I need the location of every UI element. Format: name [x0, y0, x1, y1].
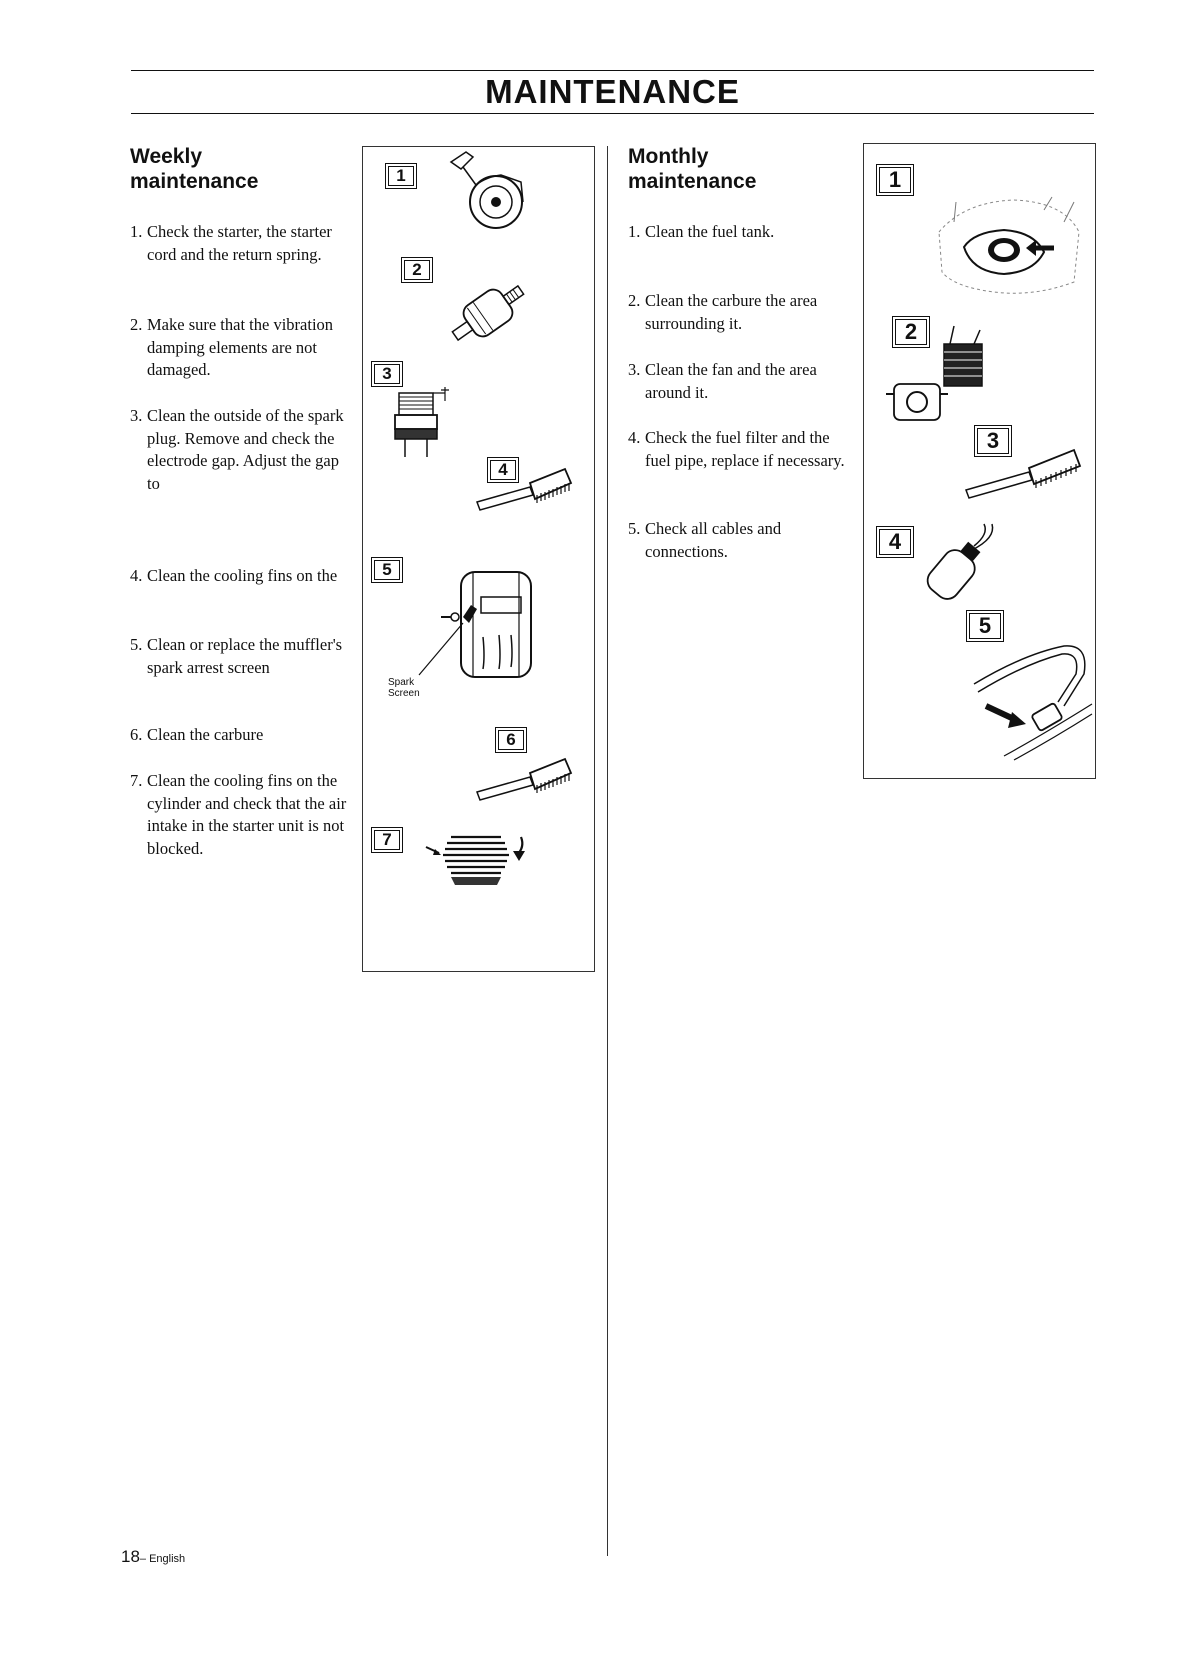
- monthly-title-line2: maintenance: [628, 170, 757, 193]
- step-number: 7.: [130, 771, 143, 790]
- step-text: Clean the outside of the spark plug. Remove and check the electrode gap. Adjust the gap to: [147, 406, 344, 493]
- weekly-step-1: [130, 221, 348, 266]
- recoil-starter-icon: [431, 147, 531, 237]
- caption-line2: Screen: [388, 688, 420, 699]
- monthly-step-3: [628, 359, 856, 404]
- page-number: 18: [121, 1547, 140, 1566]
- step-number: 2.: [130, 315, 143, 334]
- fan-brush-icon: [964, 430, 1094, 510]
- step-text: Clean the cooling fins on the: [147, 566, 338, 585]
- figure-badge-1: 1: [876, 164, 914, 196]
- spark-screen-caption: [388, 677, 420, 699]
- figure-badge-2: 2: [401, 257, 433, 283]
- step-text: Clean the carbure: [147, 725, 264, 744]
- figure-badge-4: 4: [487, 457, 519, 483]
- monthly-step-1: [628, 221, 856, 244]
- fuel-pickup-icon: [904, 524, 1004, 614]
- monthly-step-2: [628, 290, 856, 335]
- step-text: Check the starter, the starter cord and the return spring.: [147, 222, 332, 264]
- figure-badge-5: 5: [371, 557, 403, 583]
- weekly-title-line2: maintenance: [130, 170, 259, 193]
- carburetor-icon: [884, 324, 1004, 434]
- step-number: 1.: [130, 222, 143, 241]
- figure-badge-7: 7: [371, 827, 403, 853]
- monthly-figure-panel: [863, 143, 1096, 779]
- step-text: Clean or replace the muffler's spark arrest screen: [147, 635, 343, 677]
- weekly-step-6: [130, 724, 348, 747]
- monthly-step-5: [628, 518, 856, 563]
- weekly-step-5: [130, 634, 348, 679]
- weekly-step-4: [130, 565, 348, 588]
- weekly-figure-panel: [362, 146, 595, 972]
- step-number: 4.: [628, 428, 641, 447]
- step-number: 2.: [628, 291, 641, 310]
- figure-badge-6: 6: [495, 727, 527, 753]
- brush-icon: [475, 447, 585, 517]
- caption-line1: Spark: [388, 677, 415, 688]
- page-footer: [121, 1547, 185, 1567]
- step-number: 6.: [130, 725, 143, 744]
- step-text: Clean the fuel tank.: [645, 222, 775, 241]
- page-title: MAINTENANCE: [485, 73, 740, 110]
- column-divider: [607, 146, 608, 1556]
- step-text: Check the fuel filter and the fuel pipe, replace if necessary.: [645, 428, 845, 470]
- step-text: Check all cables and connections.: [645, 519, 782, 561]
- fuel-tank-icon: [934, 192, 1084, 302]
- weekly-section-title: [130, 144, 258, 194]
- step-text: Clean the fan and the area around it.: [645, 360, 817, 402]
- weekly-step-7: [130, 770, 348, 860]
- step-number: 3.: [628, 360, 641, 379]
- brush-icon: [475, 737, 585, 807]
- figure-badge-3: 3: [974, 425, 1012, 457]
- fuel-filter-icon: [438, 273, 538, 353]
- weekly-step-3: [130, 405, 348, 495]
- step-number: 1.: [628, 222, 641, 241]
- figure-badge-1: 1: [385, 163, 417, 189]
- step-text: Clean the cooling fins on the cylinder and check that the air intake in the starter unit is not blocked.: [147, 771, 347, 858]
- step-number: 3.: [130, 406, 143, 425]
- figure-badge-2: 2: [892, 316, 930, 348]
- step-number: 5.: [130, 635, 143, 654]
- spark-plug-icon: [385, 387, 485, 467]
- step-number: 5.: [628, 519, 641, 538]
- figure-badge-5: 5: [966, 610, 1004, 642]
- muffler-icon: [411, 557, 561, 692]
- cylinder-fins-icon: [421, 825, 541, 895]
- step-number: 4.: [130, 566, 143, 585]
- spark-plug-cable-icon: [964, 624, 1094, 764]
- step-text: Make sure that the vibration damping elements are not damaged.: [147, 315, 334, 379]
- figure-badge-3: 3: [371, 361, 403, 387]
- weekly-step-2: [130, 314, 348, 382]
- figure-badge-4: 4: [876, 526, 914, 558]
- weekly-title-line1: Weekly: [130, 145, 202, 168]
- monthly-title-line1: Monthly: [628, 145, 709, 168]
- header-top-rule: [131, 70, 1094, 71]
- monthly-section-title: [628, 144, 756, 194]
- step-text: Clean the carbure the area surrounding it.: [645, 291, 818, 333]
- monthly-step-4: [628, 427, 856, 472]
- header-bottom-rule: [131, 113, 1094, 114]
- footer-language: – English: [139, 1553, 186, 1565]
